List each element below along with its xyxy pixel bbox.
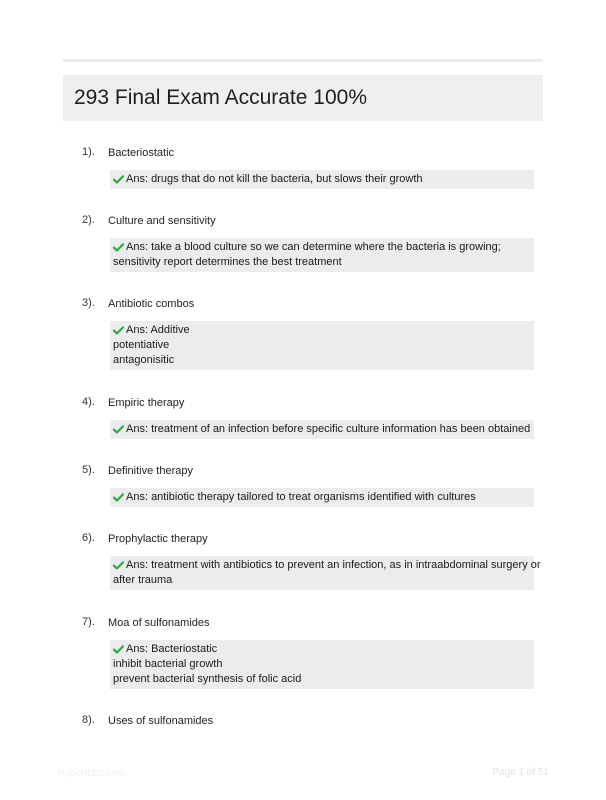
answer-line: Ans: antibiotic therapy tailored to treat organisms identified with cultures [126, 491, 476, 503]
question-text: Moa of sulfonamides [108, 617, 210, 629]
item-number: 3). [82, 297, 95, 309]
question-text: Culture and sensitivity [108, 215, 216, 227]
check-icon [113, 243, 124, 252]
item-number: 4). [82, 396, 95, 408]
item-number: 2). [82, 214, 95, 226]
question-text: Definitive therapy [108, 465, 193, 477]
question-text: Prophylactic therapy [108, 533, 208, 545]
answer-line: inhibit bacterial growth [113, 658, 223, 670]
page-number: Page 1 of 51 [492, 767, 549, 778]
question-text: Antibiotic combos [108, 298, 195, 310]
answer-line: sensitivity report determines the best treatment [113, 256, 342, 268]
question-text: Uses of sulfonamides [108, 715, 214, 727]
check-icon [113, 561, 124, 570]
item-number: 8). [82, 714, 95, 726]
footer-watermark: Papertbbc.com [58, 768, 126, 779]
check-icon [113, 425, 124, 434]
answer-line: Ans: Bacteriostatic [126, 643, 218, 655]
answer-line: Ans: treatment with antibiotics to prevent an infection, as in intraabdominal surgery or [126, 559, 541, 571]
answer-box [110, 488, 534, 507]
answer-box [110, 238, 534, 272]
top-divider [63, 59, 543, 62]
answer-line: Ans: treatment of an infection before specific culture information has been obtained [126, 423, 531, 435]
item-number: 7). [82, 616, 95, 628]
question-text: Bacteriostatic [108, 147, 175, 159]
question-text: Empiric therapy [108, 397, 185, 409]
answer-box [110, 640, 534, 689]
title-banner [63, 75, 543, 121]
check-icon [113, 493, 124, 502]
answer-line: prevent bacterial synthesis of folic acid [113, 673, 302, 685]
check-icon [113, 645, 124, 654]
answer-box [110, 321, 534, 370]
answer-line: potentiative [113, 339, 170, 351]
item-number: 6). [82, 532, 95, 544]
answer-line: after trauma [113, 574, 173, 586]
answer-box [110, 420, 534, 439]
item-number: 1). [82, 146, 95, 158]
answer-line: Ans: Additive [126, 324, 190, 336]
check-icon [113, 326, 124, 335]
item-number: 5). [82, 464, 95, 476]
answer-line: Ans: take a blood culture so we can determine where the bacteria is growing; [126, 241, 501, 253]
check-icon [113, 175, 124, 184]
answer-box [110, 556, 541, 590]
answer-line: Ans: drugs that do not kill the bacteria, but slows their growth [126, 173, 423, 185]
answer-line: antagonisitic [113, 354, 175, 366]
page-title: 293 Final Exam Accurate 100% [74, 86, 367, 109]
answer-box [110, 170, 534, 189]
